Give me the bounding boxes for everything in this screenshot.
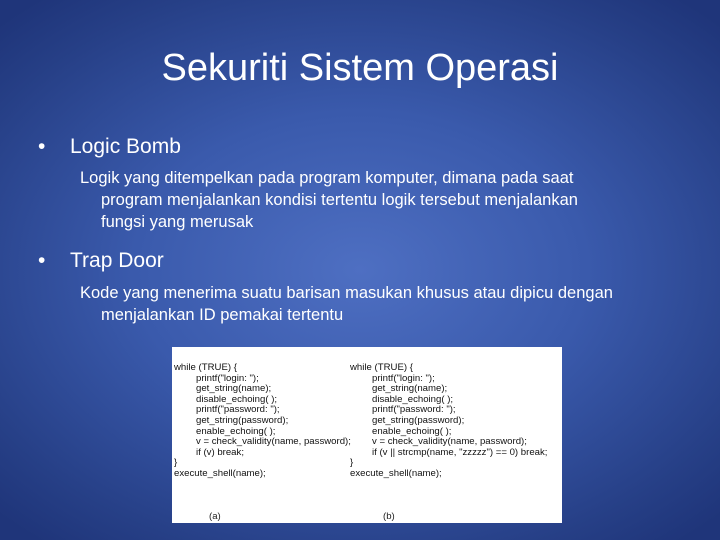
description-line: program menjalankan kondisi tertentu logik tersebut menjalankan <box>101 191 578 209</box>
bullet-marker: • <box>38 135 46 158</box>
code-line: v = check_validity(name, password); <box>196 436 351 448</box>
figure-label-b: (b) <box>383 511 395 522</box>
code-line: } <box>174 457 178 469</box>
description-line: Kode yang menerima suatu barisan masukan khusus atau dipicu dengan <box>80 284 613 302</box>
code-line: printf("login: "); <box>372 372 435 384</box>
bullet-heading: Trap Door <box>70 249 164 272</box>
code-line: while (TRUE) { <box>350 362 413 373</box>
code-line: printf("password: "); <box>196 404 280 416</box>
code-line: get_string(password); <box>196 414 289 426</box>
code-listing-a <box>174 363 351 480</box>
code-figure <box>172 347 562 523</box>
trap-door-description <box>80 282 613 326</box>
code-line: v = check_validity(name, password); <box>372 436 527 448</box>
code-line: enable_echoing( ); <box>372 425 452 437</box>
code-line: printf("login: "); <box>196 372 259 384</box>
slide-title: Sekuriti Sistem Operasi <box>161 47 559 89</box>
description-line: Logik yang ditempelkan pada program komputer, dimana pada saat <box>80 169 574 187</box>
code-line: execute_shell(name); <box>174 467 266 479</box>
bullet-heading: Logic Bomb <box>70 135 181 158</box>
code-line: disable_echoing( ); <box>196 393 278 405</box>
code-listing-b <box>350 363 547 480</box>
code-line: while (TRUE) { <box>174 362 237 373</box>
figure-label-a: (a) <box>209 511 221 522</box>
code-line: execute_shell(name); <box>350 467 442 479</box>
bullet-marker: • <box>38 249 46 272</box>
code-line: if (v) break; <box>196 446 244 458</box>
code-line: } <box>350 457 354 469</box>
code-line: get_string(name); <box>196 383 272 395</box>
logic-bomb-description <box>80 167 578 233</box>
code-line: get_string(name); <box>372 383 448 395</box>
description-line: fungsi yang merusak <box>101 213 254 231</box>
code-line: get_string(password); <box>372 414 465 426</box>
code-line: if (v || strcmp(name, "zzzzz") == 0) break; <box>372 446 548 458</box>
bullet-trap-door <box>38 247 164 275</box>
bullet-logic-bomb <box>38 133 181 161</box>
description-line: menjalankan ID pemakai tertentu <box>101 306 344 324</box>
code-line: printf("password: "); <box>372 404 456 416</box>
code-line: enable_echoing( ); <box>196 425 276 437</box>
code-line: disable_echoing( ); <box>372 393 454 405</box>
